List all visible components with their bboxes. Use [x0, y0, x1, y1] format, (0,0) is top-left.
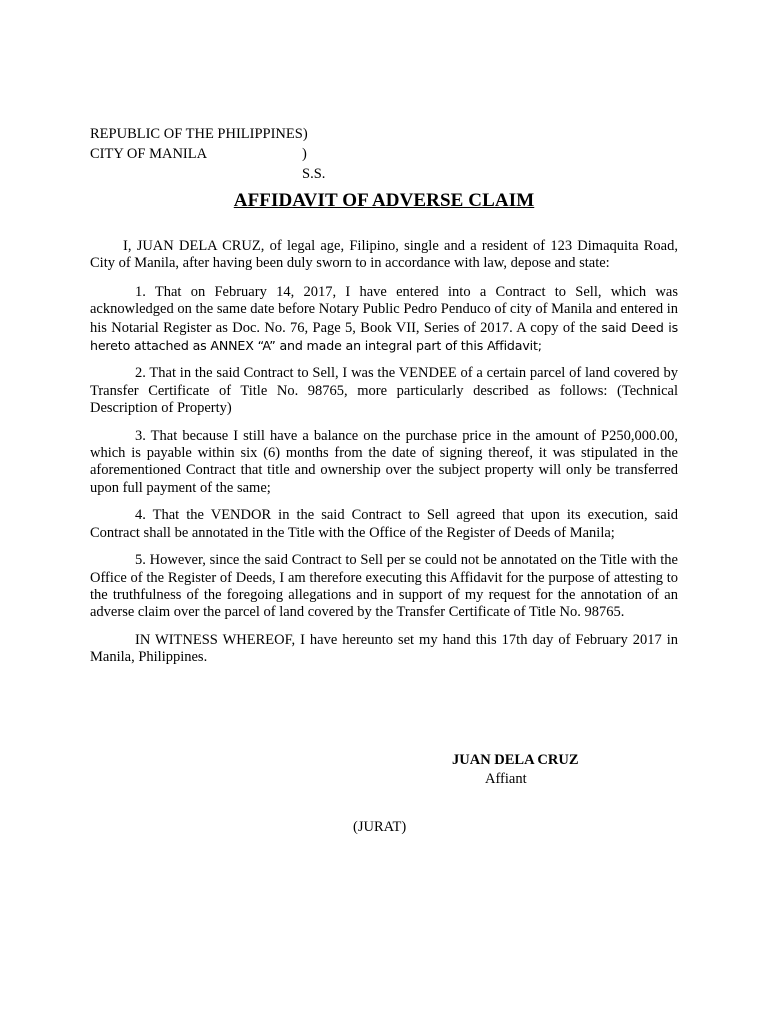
- paragraph-1-annex-text: said Deed is hereto attached as ANNEX “A” and made an integral part of this Affidavit;: [90, 319, 679, 354]
- paragraph-2: 2. That in the said Contract to Sell, I was the VENDEE of a certain parcel of land covered by Transfer Certificate of Title No. 98765, more particularly described as follows: (Technical Description of Property): [90, 365, 678, 417]
- paragraph-5: 5. However, since the said Contract to Sell per se could not be annotated on the Title with the Office of the Register of Deeds, I am therefore executing this Affidavit for the purpose of attesting to the truthfulness of the foregoing allegations and in support of my request for the annotation of an adverse claim over the parcel of land covered by the Transfer Certificate of Title No. 98765.: [90, 552, 678, 621]
- document-title: AFFIDAVIT OF ADVERSE CLAIM: [233, 190, 535, 211]
- venue-city-line: [90, 144, 326, 182]
- paragraph-4: 4. That the VENDOR in the said Contract to Sell agreed that upon its execution, said Contract shall be annotated in the Title with the Office of the Register of Deeds of Manila;: [90, 507, 678, 541]
- paragraph-1: [90, 284, 678, 356]
- paragraph-1-main: 1. That on February 14, 2017, I have entered into a Contract to Sell, which was acknowledged on the same date before Notary Public Pedro Penduco of city of Manila and entered in his Notarial Register as Doc. No. 76, Page 5, Book VII, Series of 2017. A copy of the: [90, 283, 678, 336]
- signature-block: [452, 751, 579, 789]
- venue-city: CITY OF MANILA: [90, 146, 208, 162]
- intro-paragraph: I, JUAN DELA CRUZ, of legal age, Filipino, single and a resident of 123 Dimaquita Road, City of Manila, after having been duly sworn to in accordance with law, depose and state:: [90, 238, 678, 272]
- venue-ss: ) S.S.: [302, 146, 326, 182]
- paragraph-3: 3. That because I still have a balance on the purchase price in the amount of P250,000.00, which is payable within six (6) months from the date of signing thereof, it was stipulated in the aforementioned Contract that title and ownership over the subject property will only be transferred upon full payment of the same;: [90, 427, 678, 496]
- venue-country: REPUBLIC OF THE PHILIPPINES): [90, 126, 308, 142]
- affiant-label: Affiant: [485, 771, 527, 787]
- document-body: [90, 238, 678, 677]
- venue-block: [90, 124, 326, 182]
- witness-clause: IN WITNESS WHEREOF, I have hereunto set my hand this 17th day of February 2017 in Manila, Philippines.: [90, 631, 678, 666]
- jurat-label: (JURAT): [353, 819, 407, 835]
- affiant-name: JUAN DELA CRUZ: [452, 752, 579, 768]
